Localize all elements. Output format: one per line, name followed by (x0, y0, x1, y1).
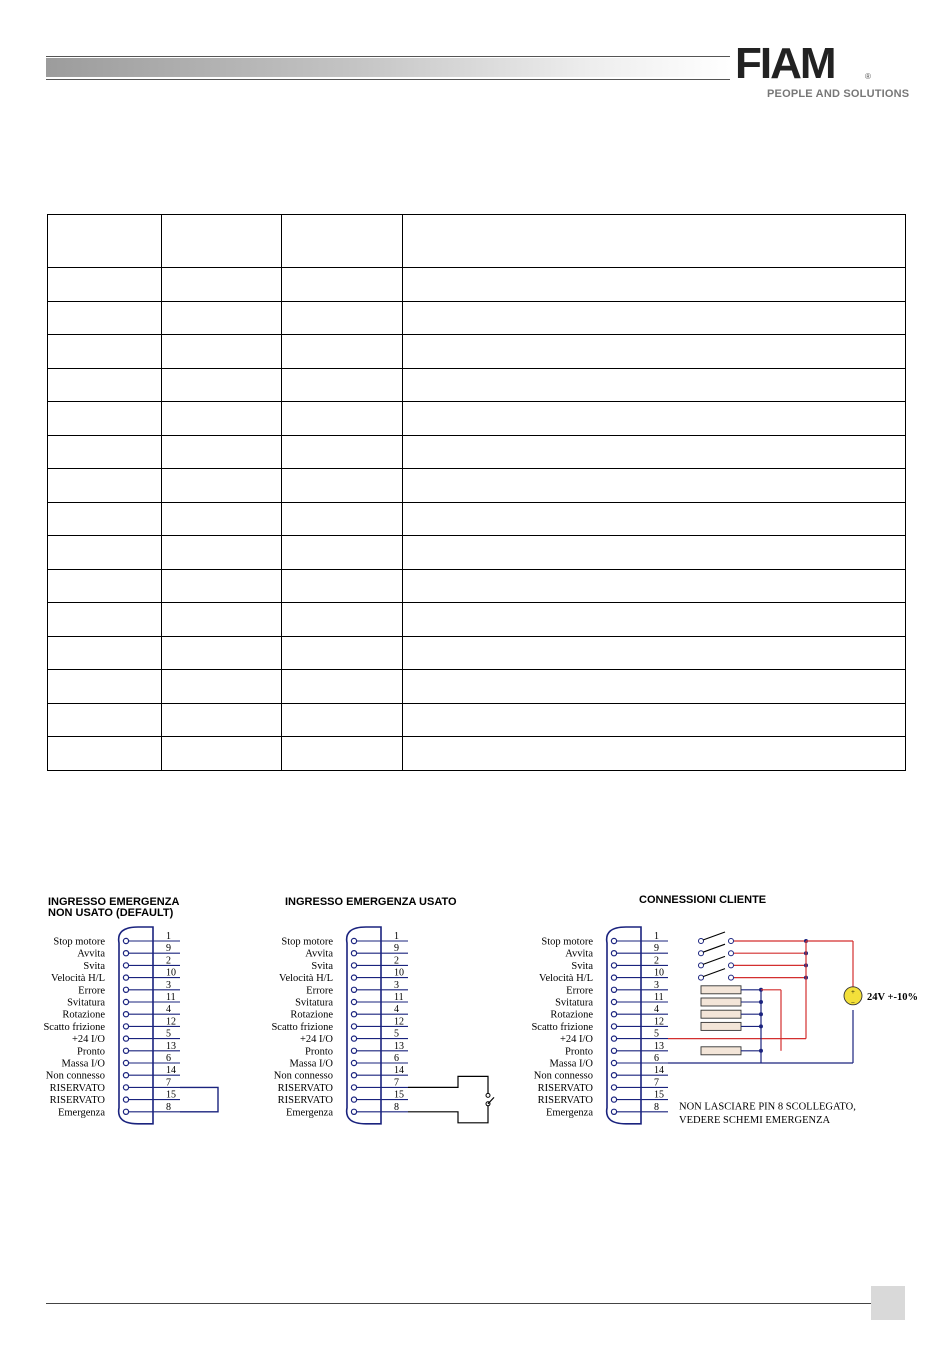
table-cell (48, 703, 162, 737)
d2-pin-number: 1 (394, 931, 399, 942)
d3-pin-label: Avvita (565, 948, 593, 960)
table-row (48, 636, 906, 670)
d3-pin-label: Velocità H/L (539, 973, 593, 985)
table-cell (282, 469, 403, 503)
d2-pin-circle (351, 975, 356, 980)
d1-pin-number: 14 (166, 1065, 176, 1077)
d3-supply-plus: + (851, 987, 855, 996)
d1-pin-circle (123, 951, 128, 956)
table-cell (403, 603, 906, 637)
d3-pin-number: 11 (654, 992, 664, 1003)
d2-pin-circle (351, 938, 356, 943)
d3-switch-blade (703, 932, 725, 940)
d3-pin-circle (611, 1073, 616, 1078)
header-rule-bottom (46, 79, 730, 80)
header-rule-top (46, 56, 730, 57)
d1-pin-label: Rotazione (62, 1009, 105, 1021)
d2-pin-number: 11 (394, 992, 404, 1003)
page-number-box (871, 1286, 905, 1320)
table-cell (282, 268, 403, 302)
table-cell (403, 402, 906, 436)
table-cell (403, 737, 906, 771)
d2-pin-circle (351, 1024, 356, 1029)
d3-pin-circle (611, 987, 616, 992)
table-cell (403, 536, 906, 570)
d3-resistor (701, 1010, 741, 1018)
d1-jumper-wire (180, 1087, 218, 1111)
table-cell (48, 335, 162, 369)
table-cell (48, 469, 162, 503)
d2-pin-circle (351, 1060, 356, 1065)
table-cell (282, 335, 403, 369)
table-cell (48, 670, 162, 704)
d2-pin-number: 8 (394, 1101, 399, 1113)
d1-pin-circle (123, 1048, 128, 1053)
d2-pin-number: 15 (394, 1089, 404, 1101)
d2-pin-label: Velocità H/L (279, 973, 333, 985)
table-row (48, 368, 906, 402)
d1-pin-circle (123, 1012, 128, 1017)
d3-pin-circle (611, 1085, 616, 1090)
table-cell (162, 502, 282, 536)
d3-pin-label: +24 I/O (559, 1034, 593, 1046)
table-cell (162, 402, 282, 436)
d1-pin-number: 9 (166, 943, 171, 955)
table-header-cell (403, 215, 906, 268)
d3-switch-blade (703, 944, 725, 952)
table-row (48, 435, 906, 469)
d3-switch-contact (729, 951, 734, 956)
d1-pin-number: 11 (166, 992, 176, 1003)
d1-pin-label: Non connesso (45, 1070, 105, 1082)
table-row (48, 402, 906, 436)
d3-supply-minus: − (851, 998, 855, 1007)
d2-pin-label: Stop motore (281, 936, 333, 948)
brand-tagline: PEOPLE AND SOLUTIONS (767, 88, 910, 100)
d3-pin-label: Rotazione (550, 1009, 593, 1021)
d3-pin-number: 8 (654, 1101, 659, 1113)
table-cell (282, 737, 403, 771)
table-row (48, 670, 906, 704)
d2-pin-circle (351, 1109, 356, 1114)
d3-switch-contact (699, 951, 704, 956)
table-cell (282, 435, 403, 469)
d3-pin-circle (611, 951, 616, 956)
d2-pin-label: Errore (306, 985, 333, 997)
d3-pin-number: 5 (654, 1028, 659, 1040)
table-cell (403, 502, 906, 536)
d1-pin-label: Massa I/O (61, 1058, 105, 1070)
d1-pin-circle (123, 1060, 128, 1065)
table-cell (282, 502, 403, 536)
d1-pin-circle (123, 1073, 128, 1078)
footer-rule (46, 1303, 872, 1304)
d3-note-line1: NON LASCIARE PIN 8 SCOLLEGATO, (679, 1101, 856, 1113)
pin-table (47, 214, 906, 771)
d2-pin-label: Avvita (305, 948, 333, 960)
d3-pin-label: RISERVATO (537, 1095, 593, 1107)
d1-pin-circle (123, 1036, 128, 1041)
d1-pin-number: 1 (166, 931, 171, 942)
d2-pin-circle (351, 1073, 356, 1078)
d1-pin-label: Avvita (77, 948, 105, 960)
table-header-row (48, 215, 906, 268)
d1-pin-number: 6 (166, 1053, 171, 1064)
d2-pin-number: 6 (394, 1053, 399, 1064)
d2-pin-circle (351, 999, 356, 1004)
table-cell (48, 368, 162, 402)
d1-pin-circle (123, 999, 128, 1004)
table-cell (282, 536, 403, 570)
d3-pin-label: Scatto frizione (531, 1021, 593, 1033)
d3-pin-circle (611, 999, 616, 1004)
table-cell (48, 435, 162, 469)
d1-pin-number: 5 (166, 1028, 171, 1040)
table-cell (282, 670, 403, 704)
d1-pin-label: Errore (78, 985, 105, 997)
d2-title: INGRESSO EMERGENZA USATO (285, 896, 457, 908)
table-cell (403, 301, 906, 335)
table-cell (48, 301, 162, 335)
d3-note-line2: VEDERE SCHEMI EMERGENZA (679, 1114, 831, 1126)
table-cell (162, 670, 282, 704)
d3-pin-circle (611, 1097, 616, 1102)
table-cell (48, 569, 162, 603)
d2-pin-number: 4 (394, 1004, 399, 1016)
registered-mark: ® (865, 72, 871, 81)
table-cell (48, 402, 162, 436)
d3-pin-number: 10 (654, 967, 664, 979)
table-cell (282, 301, 403, 335)
d1-pin-label: Velocità H/L (51, 973, 105, 985)
d3-pin-label: Stop motore (541, 936, 593, 948)
d2-pin-number: 13 (394, 1040, 404, 1052)
d2-pin-label: Scatto frizione (271, 1021, 333, 1033)
d3-pin-label: Emergenza (545, 1107, 593, 1119)
table-cell (162, 636, 282, 670)
table-cell (282, 569, 403, 603)
table-row (48, 603, 906, 637)
d3-resistor (701, 1022, 741, 1030)
table-cell (403, 703, 906, 737)
d2-switch-wire-bottom (408, 1106, 488, 1123)
brand-logo (735, 39, 910, 102)
table-header-cell (48, 215, 162, 268)
d3-pin-number: 7 (654, 1077, 659, 1089)
d1-pin-number: 10 (166, 967, 176, 979)
table-cell (48, 536, 162, 570)
table-row (48, 536, 906, 570)
table-cell (282, 703, 403, 737)
d1-pin-circle (123, 963, 128, 968)
d3-pin-label: Massa I/O (549, 1058, 593, 1070)
d1-pin-label: Stop motore (53, 936, 105, 948)
d2-pin-number: 9 (394, 943, 399, 955)
d3-pin-label: Svita (571, 960, 593, 972)
d3-switch-contact (699, 939, 704, 944)
d1-pin-circle (123, 1109, 128, 1114)
table-cell (162, 536, 282, 570)
d3-switch-contact (729, 975, 734, 980)
d1-pin-number: 15 (166, 1089, 176, 1101)
d1-pin-number: 8 (166, 1101, 171, 1113)
d2-pin-label: Non connesso (273, 1070, 333, 1082)
table-cell (282, 402, 403, 436)
table-cell (403, 569, 906, 603)
table-cell (403, 368, 906, 402)
d3-pin-number: 6 (654, 1053, 659, 1064)
table-cell (48, 502, 162, 536)
d1-title-line1: INGRESSO EMERGENZA (48, 896, 180, 908)
d1-pin-circle (123, 987, 128, 992)
table-cell (48, 737, 162, 771)
d3-pin-number: 12 (654, 1016, 664, 1028)
d1-pin-circle (123, 1085, 128, 1090)
d1-pin-number: 13 (166, 1040, 176, 1052)
d1-pin-circle (123, 975, 128, 980)
d3-pin-number: 9 (654, 943, 659, 955)
d2-pin-label: Rotazione (290, 1009, 333, 1021)
d2-pin-number: 10 (394, 967, 404, 979)
connection-diagrams (8, 885, 942, 1135)
d2-pin-circle (351, 1036, 356, 1041)
d1-pin-label: Pronto (76, 1046, 105, 1058)
d2-pin-number: 12 (394, 1016, 404, 1028)
d3-pin-circle (611, 938, 616, 943)
d2-pin-number: 5 (394, 1028, 399, 1040)
d1-pin-number: 2 (166, 955, 171, 967)
table-cell (403, 335, 906, 369)
d3-switch-blade (703, 956, 725, 964)
d1-pin-label: RISERVATO (49, 1095, 105, 1107)
table-row (48, 703, 906, 737)
d3-switch-contact (699, 963, 704, 968)
d1-pin-circle (123, 938, 128, 943)
table-cell (403, 670, 906, 704)
table-row (48, 469, 906, 503)
d2-switch-wire-top (408, 1076, 488, 1093)
d1-pin-label: Svita (83, 960, 105, 972)
table-cell (403, 469, 906, 503)
d3-pin-number: 2 (654, 955, 659, 967)
table-row (48, 569, 906, 603)
header-gradient-bar (46, 58, 730, 77)
d3-resistor (701, 998, 741, 1006)
d3-pin-circle (611, 963, 616, 968)
d3-resistor (701, 1047, 741, 1055)
table-cell (162, 301, 282, 335)
d1-pin-number: 7 (166, 1077, 171, 1089)
d3-resistor (701, 986, 741, 994)
d2-pin-label: Massa I/O (289, 1058, 333, 1070)
table-cell (162, 737, 282, 771)
d3-pin-label: Pronto (564, 1046, 593, 1058)
d3-pin-circle (611, 1036, 616, 1041)
d3-pin-number: 14 (654, 1065, 664, 1077)
table-cell (162, 435, 282, 469)
table-row (48, 502, 906, 536)
table-cell (162, 268, 282, 302)
table-cell (282, 636, 403, 670)
d1-pin-number: 3 (166, 979, 171, 991)
d2-pin-label: Svitatura (295, 997, 333, 1009)
table-cell (403, 268, 906, 302)
brand-wordmark: FIAM (735, 39, 835, 88)
d3-pin-number: 15 (654, 1089, 664, 1101)
d2-pin-label: +24 I/O (299, 1034, 333, 1046)
table-cell (48, 268, 162, 302)
d2-pin-label: Svita (311, 960, 333, 972)
d2-pin-number: 14 (394, 1065, 404, 1077)
table-row (48, 335, 906, 369)
d3-pin-circle (611, 1060, 616, 1065)
table-cell (282, 603, 403, 637)
table-cell (48, 636, 162, 670)
d3-pin-circle (611, 1012, 616, 1017)
d2-pin-number: 2 (394, 955, 399, 967)
table-cell (162, 703, 282, 737)
d2-pin-circle (351, 987, 356, 992)
d1-pin-number: 12 (166, 1016, 176, 1028)
d1-pin-label: Scatto frizione (43, 1021, 105, 1033)
table-cell (162, 569, 282, 603)
d3-pin-number: 1 (654, 931, 659, 942)
d1-pin-label: Emergenza (57, 1107, 105, 1119)
d1-pin-number: 4 (166, 1004, 171, 1016)
d2-pin-circle (351, 1048, 356, 1053)
d3-pin-circle (611, 975, 616, 980)
d2-pin-circle (351, 1097, 356, 1102)
d3-pin-label: RISERVATO (537, 1082, 593, 1094)
d1-pin-label: +24 I/O (71, 1034, 105, 1046)
d3-pin-circle (611, 1024, 616, 1029)
table-cell (403, 636, 906, 670)
d3-pin-label: Svitatura (555, 997, 593, 1009)
d3-pin-number: 4 (654, 1004, 659, 1016)
d2-pin-label: Emergenza (285, 1107, 333, 1119)
d1-pin-label: RISERVATO (49, 1082, 105, 1094)
d1-pin-circle (123, 1097, 128, 1102)
table-cell (162, 368, 282, 402)
table-row (48, 301, 906, 335)
table-cell (48, 603, 162, 637)
d2-pin-circle (351, 1085, 356, 1090)
d2-pin-circle (351, 1012, 356, 1017)
d3-pin-circle (611, 1109, 616, 1114)
table-cell (162, 335, 282, 369)
d3-pin-label: Errore (566, 985, 593, 997)
d3-switch-blade (703, 969, 725, 977)
table-cell (403, 435, 906, 469)
table-row (48, 737, 906, 771)
d3-pin-number: 13 (654, 1040, 664, 1052)
d2-switch-blade (488, 1097, 494, 1103)
table-header-cell (162, 215, 282, 268)
d3-pin-label: Non connesso (533, 1070, 593, 1082)
d2-switch-contact (486, 1093, 490, 1097)
d2-pin-circle (351, 951, 356, 956)
d1-title-line2: NON USATO (DEFAULT) (48, 907, 174, 919)
d2-pin-number: 3 (394, 979, 399, 991)
d2-pin-circle (351, 963, 356, 968)
table-header-cell (282, 215, 403, 268)
d3-supply-label: 24V +-10% (867, 991, 918, 1003)
d2-pin-label: RISERVATO (277, 1095, 333, 1107)
d2-pin-label: Pronto (304, 1046, 333, 1058)
d3-switch-contact (729, 939, 734, 944)
d3-title: CONNESSIONI CLIENTE (639, 894, 767, 906)
d1-pin-label: Svitatura (67, 997, 105, 1009)
d2-pin-label: RISERVATO (277, 1082, 333, 1094)
table-cell (282, 368, 403, 402)
table-cell (162, 469, 282, 503)
table-cell (162, 603, 282, 637)
d3-pin-number: 3 (654, 979, 659, 991)
table-row (48, 268, 906, 302)
d2-pin-number: 7 (394, 1077, 399, 1089)
d3-pin-circle (611, 1048, 616, 1053)
d1-pin-circle (123, 1024, 128, 1029)
d3-switch-contact (699, 975, 704, 980)
d3-switch-contact (729, 963, 734, 968)
